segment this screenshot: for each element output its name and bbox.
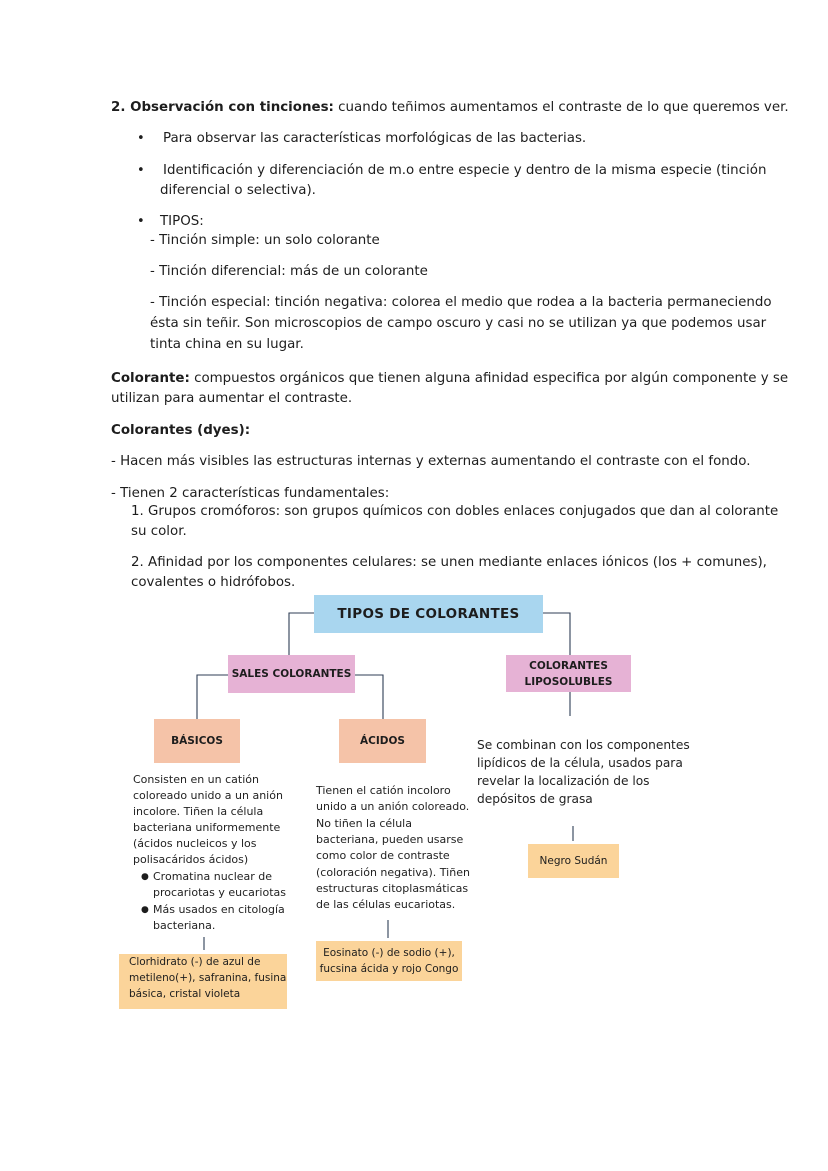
colorante-line2: utilizan para aumentar el contraste. <box>111 391 353 406</box>
bullet-dot: • <box>137 131 145 146</box>
acidos-desc-line: como color de contraste <box>316 849 450 862</box>
section-2-heading: 2. Observación con tinciones: <box>111 100 334 115</box>
tipos-simple: - Tinción simple: un solo colorante <box>150 233 380 248</box>
tipos-especial-line3: tinta china en su lugar. <box>150 337 304 352</box>
connector-root-lipo <box>543 613 570 655</box>
acidos-desc-line: (coloración negativa). Tiñen <box>316 866 470 879</box>
basicos-bullet2-line2: bacteriana. <box>153 919 216 932</box>
tipos-diferencial: - Tinción diferencial: más de un colorante <box>150 264 428 279</box>
bullet-dot: ● <box>141 905 149 915</box>
basicos-desc-line: coloreado unido a un anión <box>133 789 283 802</box>
bullet-dot: ● <box>141 872 149 882</box>
negro-sudan-box: Negro Sudán <box>528 844 619 878</box>
dyes-point1: - Hacen más visibles las estructuras internas y externas aumentando el contraste con el fondo. <box>111 454 751 469</box>
acidos-desc-line: Tienen el catión incoloro <box>316 784 451 797</box>
basicos-desc-line: Consisten en un catión <box>133 773 259 786</box>
bullet-dot: • <box>137 214 145 229</box>
bullet-dot: • <box>137 163 145 178</box>
acidos-examples-box <box>316 941 462 981</box>
dyes-char2-line1: 2. Afinidad por los componentes celulares: se unen mediante enlaces iónicos (los + comunes), <box>131 555 767 570</box>
lipo-desc-line: lipídicos de la célula, usados para <box>477 756 683 770</box>
basicos-desc-line: (ácidos nucleicos y los <box>133 837 257 850</box>
bullet-identificacion-line1: Identificación y diferenciación de m.o entre especie y dentro de la misma especie (tinción <box>163 163 767 178</box>
lipo-box-line2: LIPOSOLUBLES <box>524 675 613 688</box>
basicos-examples-box <box>119 954 287 1009</box>
tipos-de-colorantes-box: TIPOS DE COLORANTES <box>314 595 543 633</box>
acidos-example-line: fucsina ácida y rojo Congo <box>319 963 459 975</box>
section-2-intro: cuando teñimos aumentamos el contraste de lo que queremos ver. <box>333 100 789 115</box>
basicos-bullet1-line1: Cromatina nuclear de <box>153 870 273 883</box>
acidos-box: ÁCIDOS <box>339 719 426 763</box>
dyes-point2: - Tienen 2 características fundamentales: <box>111 486 390 501</box>
acidos-example-line: Eosinato (-) de sodio (+), <box>323 947 455 959</box>
connector-sales-basicos <box>197 675 228 719</box>
connector-sales-acidos <box>355 675 383 719</box>
sales-colorantes-box: SALES COLORANTES <box>228 655 355 693</box>
dyes-heading: Colorantes (dyes): <box>111 423 251 438</box>
tipos-especial-line2: ésta sin teñir. Son microscopios de campo oscuro y casi no se utilizan ya que podemos usar <box>150 316 767 331</box>
dyes-char1-line2: su color. <box>131 524 187 539</box>
basicos-desc-line: polisacáridos ácidos) <box>133 853 249 866</box>
basicos-example-line: Clorhidrato (-) de azul de <box>129 956 261 968</box>
dyes-char1-line1: 1. Grupos cromóforos: son grupos químicos con dobles enlaces conjugados que dan al colorante <box>131 504 779 519</box>
basicos-example-line: metileno(+), safranina, fusina <box>129 972 287 984</box>
basicos-desc-line: bacteriana uniformemente <box>133 821 281 834</box>
acidos-desc-line: No tiñen la célula <box>316 817 412 830</box>
colorantes-liposolubles-box <box>506 655 631 692</box>
connector-root-sales <box>289 613 314 655</box>
basicos-bullet2-line1: Más usados en citología <box>153 903 285 916</box>
bullet-identificacion-line2: diferencial o selectiva). <box>160 183 316 198</box>
acidos-desc-line: estructuras citoplasmáticas <box>316 882 469 895</box>
acidos-desc-line: unido a un anión coloreado. <box>316 800 470 813</box>
acidos-desc-line: de las células eucariotas. <box>316 898 456 911</box>
lipo-desc-line: Se combinan con los componentes <box>477 738 690 752</box>
colorante-term: Colorante: <box>111 371 190 386</box>
acidos-desc-line: bacteriana, pueden usarse <box>316 833 464 846</box>
basicos-desc-line: incolore. Tiñen la célula <box>133 805 264 818</box>
lipo-desc-line: revelar la localización de los <box>477 774 650 788</box>
basicos-example-line: básica, cristal violeta <box>129 988 241 1000</box>
lipo-box-line1: COLORANTES <box>529 659 608 672</box>
bullet-morfologia: Para observar las características morfológicas de las bacterias. <box>163 131 587 146</box>
colorante-def: compuestos orgánicos que tienen alguna afinidad especifica por algún componente y se <box>189 371 789 386</box>
basicos-box: BÁSICOS <box>154 719 240 763</box>
tipos-especial-line1: - Tinción especial: tinción negativa: colorea el medio que rodea a la bacteria permaneciendo <box>150 295 772 310</box>
lipo-desc-line: depósitos de grasa <box>477 792 593 806</box>
basicos-bullet1-line2: procariotas y eucariotas <box>153 886 286 899</box>
dyes-char2-line2: covalentes o hidrófobos. <box>131 575 296 590</box>
bullet-tipos: TIPOS: <box>160 214 204 229</box>
